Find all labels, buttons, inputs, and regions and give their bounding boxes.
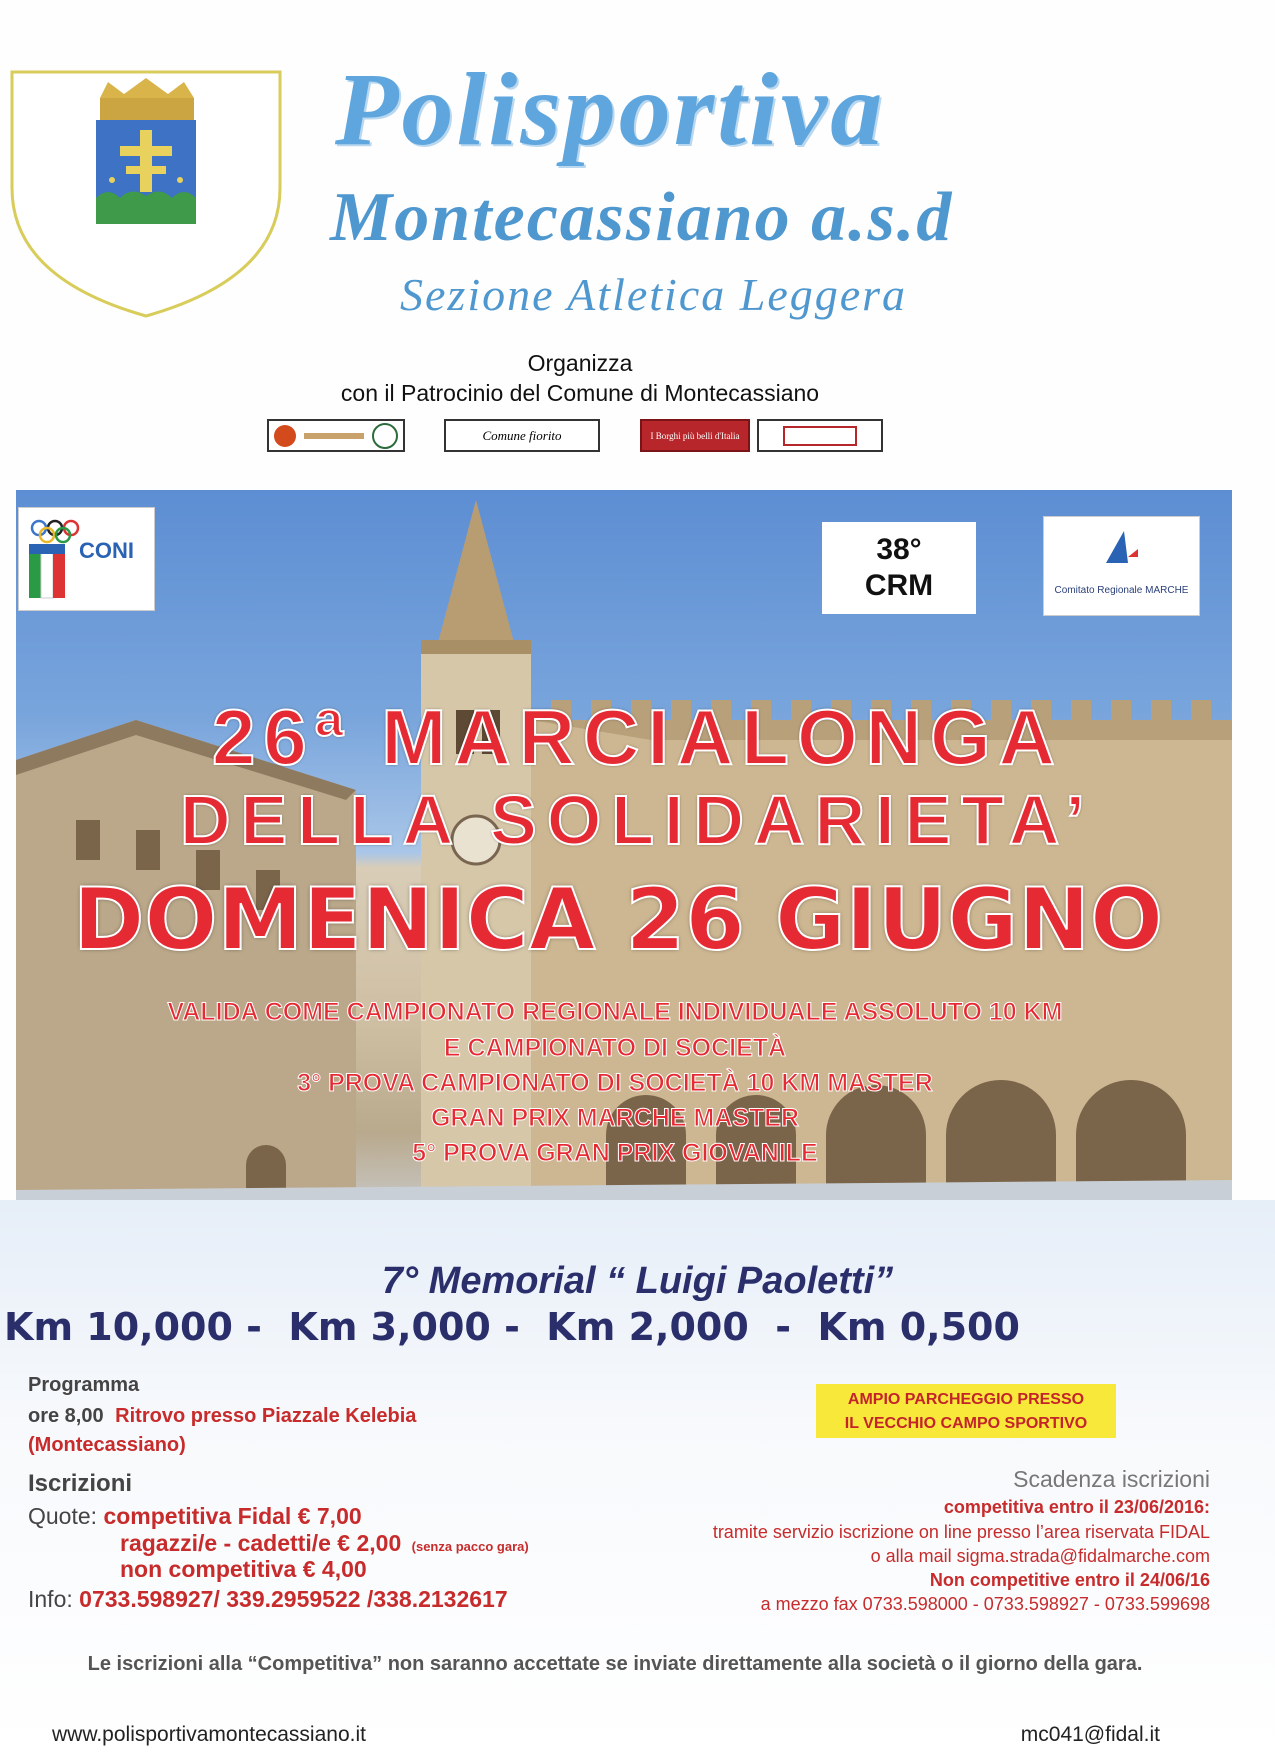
programma-time: ore 8,00 <box>28 1405 104 1427</box>
validity-line-4: GRAN PRIX MARCHE MASTER <box>430 1104 800 1132</box>
scadenza-line-2: tramite servizio iscrizione on line presso l’area riservata FIDAL <box>712 1522 1210 1542</box>
scadenza-line-5: a mezzo fax 0733.598000 - 0733.598927 - 0733.599698 <box>760 1594 1210 1614</box>
coni-label: CONI <box>79 538 134 563</box>
sponsor-logo-comune-fiorito: Comune fiorito <box>444 419 600 452</box>
sponsor-logo-4 <box>757 419 883 452</box>
email-link[interactable]: mc041@fidal.it <box>1020 1723 1160 1746</box>
fidal-logo <box>1043 516 1200 616</box>
validity-line-2: E CAMPIONATO DI SOCIETÀ <box>443 1034 787 1062</box>
sponsor-logo-borghi: I Borghi più belli d'Italia <box>640 419 750 452</box>
organizza-text: Organizza <box>527 350 633 376</box>
parking-line-2: IL VECCHIO CAMPO SPORTIVO <box>844 1415 1088 1432</box>
event-date: DOMENICA 26 GIUGNO <box>72 870 1164 970</box>
quote-line-1 <box>28 1503 362 1530</box>
programma-place: (Montecassiano) <box>28 1434 186 1456</box>
sponsor-logo-1 <box>267 419 405 452</box>
validity-line-5: 5° PROVA GRAN PRIX GIOVANILE <box>412 1139 818 1167</box>
memorial-title: 7° Memorial “ Luigi Paoletti” <box>381 1260 894 1302</box>
programma-time-line <box>28 1405 416 1428</box>
programma-ritrovo: Ritrovo presso Piazzale Kelebia <box>115 1405 417 1427</box>
section-title: Sezione Atletica Leggera <box>400 269 908 320</box>
parking-line-1: AMPIO PARCHEGGIO PRESSO <box>847 1391 1085 1408</box>
parking-notice <box>816 1384 1116 1438</box>
info-label: Info: <box>28 1586 73 1612</box>
scadenza-line-3: o alla mail sigma.strada@fidalmarche.com <box>870 1546 1210 1566</box>
quote-non-competitiva: non competitiva € 4,00 <box>120 1556 367 1582</box>
scadenza-line-4: Non competitive entro il 24/06/16 <box>929 1570 1210 1590</box>
event-subtitle: DELLA SOLIDARIETA’ <box>180 781 1095 859</box>
fidal-label: Comitato Regionale MARCHE <box>1054 585 1189 596</box>
coni-logo <box>18 507 155 611</box>
scadenza-label: Scadenza iscrizioni <box>1013 1466 1210 1492</box>
scadenza-line-1: competitiva entro il 23/06/2016: <box>943 1497 1210 1517</box>
club-title: Polisportiva <box>335 52 886 167</box>
iscrizioni-label: Iscrizioni <box>28 1470 133 1497</box>
info-line <box>28 1586 508 1613</box>
info-phones: 0733.598927/ 339.2959522 /338.2132617 <box>79 1586 508 1612</box>
patrocinio-text: con il Patrocinio del Comune di Montecassiano <box>340 380 820 406</box>
programma-label: Programma <box>28 1374 140 1396</box>
distances: Km 10,000 - Km 3,000 - Km 2,000 - Km 0,500 <box>4 1305 1020 1349</box>
quote-ragazzi-note: (senza pacco gara) <box>411 1539 529 1554</box>
iscrizioni-notice: Le iscrizioni alla “Competitiva” non saranno accettate se inviate direttamente alla società o il giorno della gara. <box>87 1653 1143 1675</box>
coat-of-arms-shield <box>8 68 284 320</box>
event-edition-title: 26ª MARCIALONGA <box>212 693 1063 781</box>
crm-label: CRM <box>864 569 934 602</box>
quote-line-2 <box>120 1530 529 1557</box>
quote-ragazzi: ragazzi/e - cadetti/e € 2,00 <box>120 1530 402 1556</box>
validity-line-3: 3° PROVA CAMPIONATO DI SOCIETÀ 10 KM MASTER <box>297 1069 933 1097</box>
website-link[interactable]: www.polisportivamontecassiano.it <box>52 1723 366 1746</box>
fidal-emblem-icon <box>1102 527 1142 567</box>
quote-competitiva: competitiva Fidal € 7,00 <box>103 1503 362 1529</box>
crm-number: 38° <box>876 533 922 566</box>
crm-badge <box>822 522 976 614</box>
quote-label: Quote: <box>28 1503 98 1529</box>
club-subtitle: Montecassiano a.s.d <box>330 179 954 256</box>
validity-line-1: VALIDA COME CAMPIONATO REGIONALE INDIVIDUALE ASSOLUTO 10 KM <box>167 998 1063 1026</box>
